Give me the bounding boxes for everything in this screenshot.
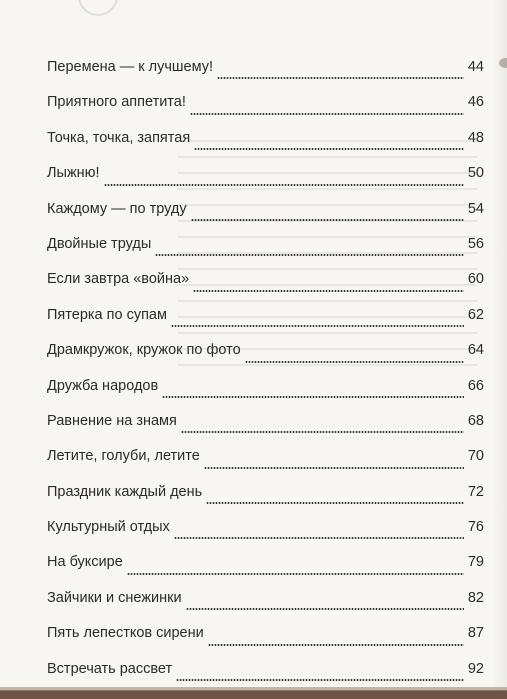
toc-entry-title: Двойные труды — [47, 235, 152, 252]
table-of-contents — [47, 57, 484, 694]
toc-dot-leader — [208, 644, 464, 646]
toc-entry[interactable] — [47, 482, 484, 517]
toc-entry-title: Приятного аппетита! — [47, 94, 186, 111]
toc-dot-leader — [245, 361, 464, 363]
toc-entry-page-number: 70 — [467, 448, 484, 465]
toc-dot-leader — [127, 573, 464, 575]
toc-entry-title: Дружба народов — [47, 377, 159, 394]
toc-entry-page-number: 92 — [467, 660, 484, 677]
toc-entry-page-number: 46 — [467, 94, 484, 111]
toc-entry-title: Лыжню! — [47, 165, 100, 182]
toc-dot-leader — [193, 290, 464, 292]
toc-entry-page-number: 76 — [467, 519, 484, 536]
toc-entry-title: Пятерка по супам — [47, 306, 167, 323]
toc-entry[interactable] — [47, 446, 484, 481]
toc-entry-page-number: 62 — [467, 306, 484, 323]
toc-dot-leader — [176, 679, 464, 681]
toc-entry-title: Каждому — по труду — [47, 200, 187, 217]
page-ornament — [78, 0, 118, 16]
toc-entry-page-number: 48 — [467, 129, 484, 146]
toc-entry-page-number: 82 — [467, 589, 484, 606]
page-bottom-edge — [0, 690, 507, 699]
toc-dot-leader — [217, 77, 464, 79]
toc-dot-leader — [204, 467, 464, 469]
toc-entry-page-number: 54 — [467, 200, 484, 217]
toc-entry[interactable] — [47, 411, 484, 446]
toc-entry[interactable] — [47, 128, 484, 163]
toc-entry-title: Точка, точка, запятая — [47, 129, 191, 146]
toc-entry-page-number: 72 — [467, 483, 484, 500]
toc-entry-title: Пять лепестков сирени — [47, 625, 204, 642]
toc-entry[interactable] — [47, 305, 484, 340]
toc-entry-page-number: 50 — [467, 165, 484, 182]
toc-entry-title: На буксире — [47, 554, 123, 571]
toc-entry-page-number: 56 — [467, 235, 484, 252]
toc-entry[interactable] — [47, 552, 484, 587]
toc-entry[interactable] — [47, 57, 484, 92]
toc-dot-leader — [186, 608, 464, 610]
toc-dot-leader — [104, 184, 464, 186]
toc-entry[interactable] — [47, 376, 484, 411]
toc-dot-leader — [206, 502, 464, 504]
toc-dot-leader — [181, 431, 464, 433]
toc-entry[interactable] — [47, 517, 484, 552]
toc-dot-leader — [174, 537, 464, 539]
toc-entry-title: Драмкружок, кружок по фото — [47, 342, 241, 359]
toc-entry-title: Зайчики и снежинки — [47, 589, 182, 606]
toc-dot-leader — [155, 254, 464, 256]
page-shadow — [493, 0, 507, 699]
toc-entry-title: Праздник каждый день — [47, 483, 203, 500]
toc-dot-leader — [194, 148, 464, 150]
toc-entry-title: Встречать рассвет — [47, 660, 173, 677]
toc-entry-page-number: 64 — [467, 342, 484, 359]
toc-entry-page-number: 68 — [467, 412, 484, 429]
toc-entry-title: Летите, голуби, летите — [47, 448, 200, 465]
toc-entry-page-number: 79 — [467, 554, 484, 571]
toc-entry[interactable] — [47, 623, 484, 658]
toc-dot-leader — [191, 219, 464, 221]
toc-entry-page-number: 66 — [467, 377, 484, 394]
toc-dot-leader — [162, 396, 464, 398]
toc-entry[interactable] — [47, 340, 484, 375]
toc-entry[interactable] — [47, 92, 484, 127]
page-mark — [499, 58, 507, 68]
toc-entry[interactable] — [47, 199, 484, 234]
toc-entry-page-number: 87 — [467, 625, 484, 642]
toc-dot-leader — [171, 325, 464, 327]
toc-entry-title: Если завтра «война» — [47, 271, 190, 288]
toc-entry-page-number: 60 — [467, 271, 484, 288]
toc-entry[interactable] — [47, 588, 484, 623]
toc-entry[interactable] — [47, 234, 484, 269]
toc-entry-title: Перемена — к лучшему! — [47, 59, 214, 75]
toc-entry-title: Равнение на знамя — [47, 412, 177, 429]
toc-entry[interactable] — [47, 269, 484, 304]
toc-entry[interactable] — [47, 163, 484, 198]
toc-entry-page-number: 44 — [467, 59, 484, 75]
toc-entry-title: Культурный отдых — [47, 519, 170, 536]
toc-dot-leader — [190, 113, 464, 115]
